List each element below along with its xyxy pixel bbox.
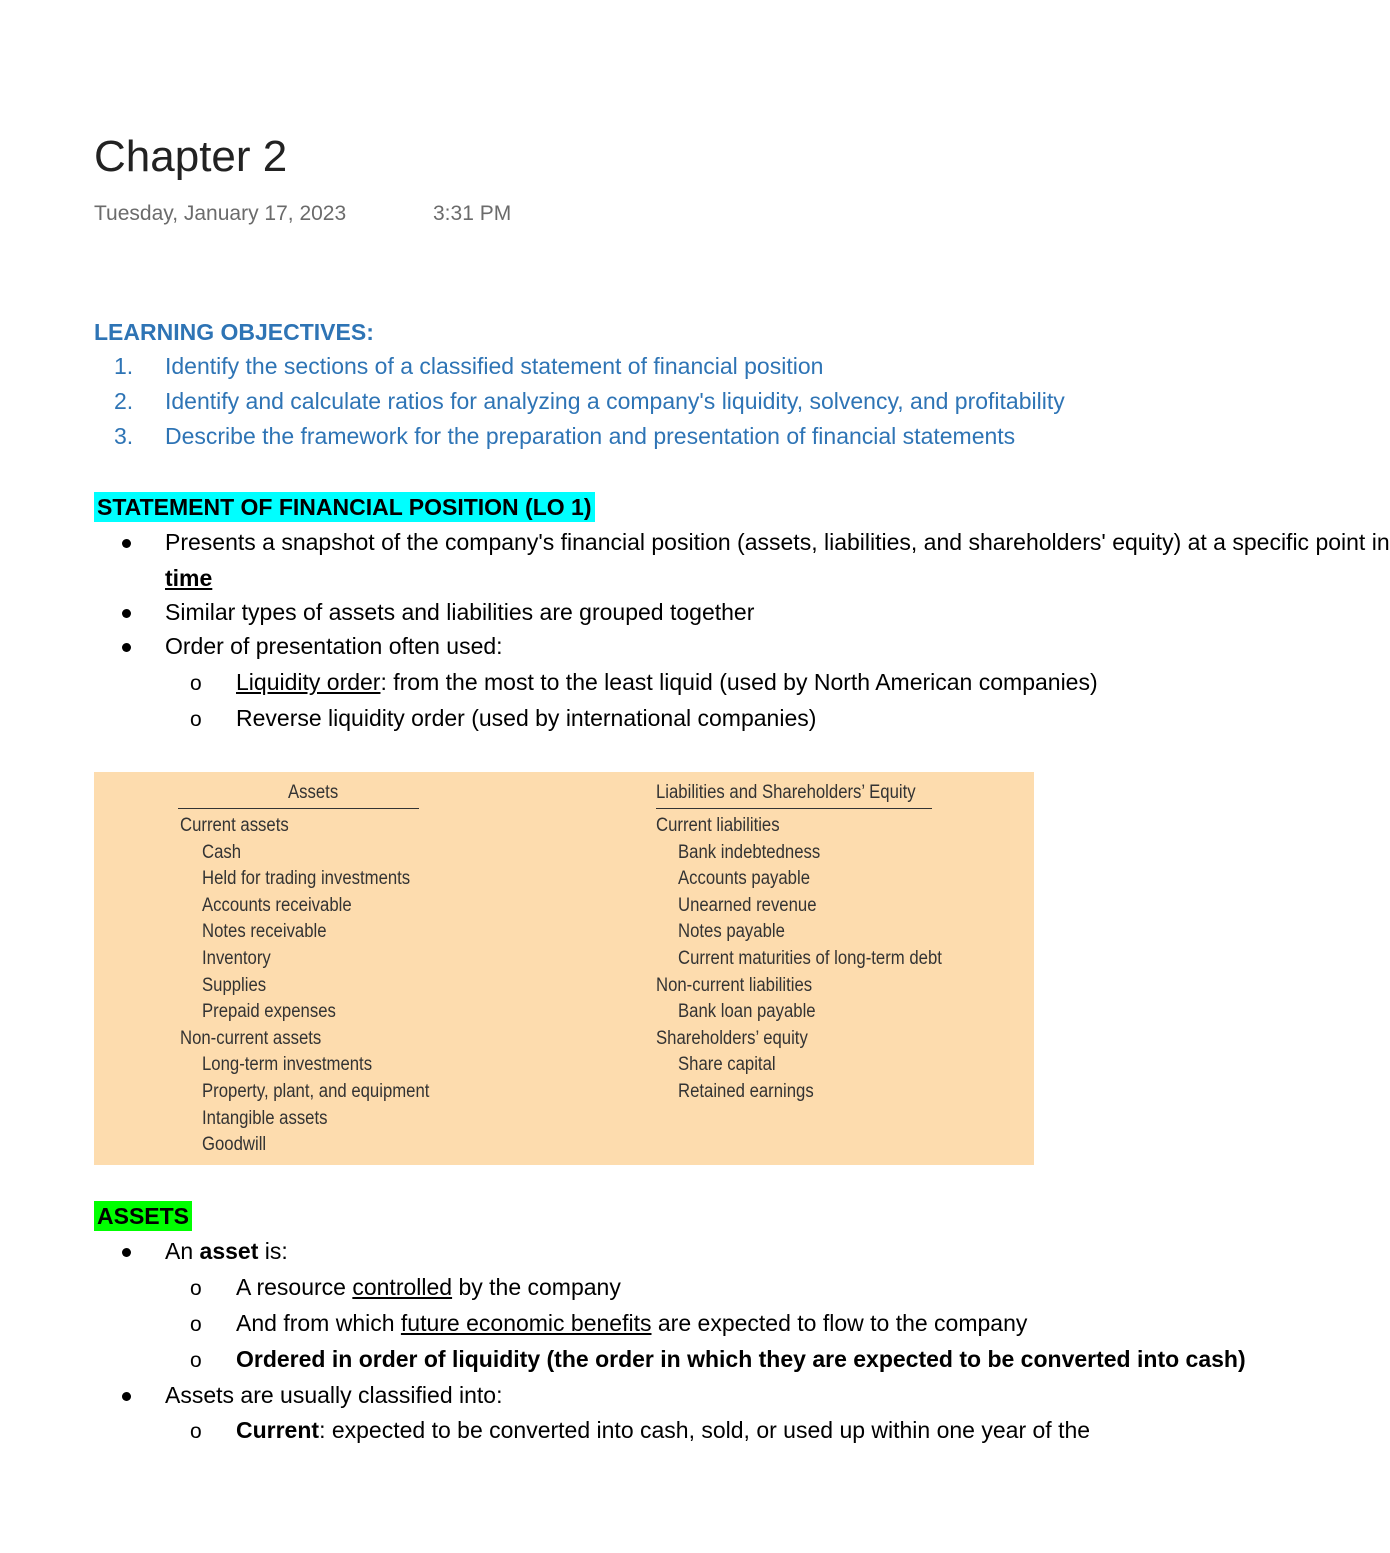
objective-number: 3. [114,423,134,449]
table-line-item: Prepaid expenses [202,1001,336,1023]
table-line-item: Unearned revenue [678,894,817,916]
asset-sub-current [236,1415,1090,1445]
liabilities-column [656,813,942,1106]
table-line-item: Goodwill [202,1134,267,1156]
sfp-heading [94,492,595,522]
table-line-item: Cash [202,841,242,863]
bullet-icon [122,643,131,652]
asset-sub-3: Ordered in order of liquidity (the order in which they are expected to be converted into cash) [236,1346,1246,1372]
text-run: is: [258,1238,288,1264]
circle-bullet-icon: o [190,708,202,731]
asset-classification-bullet: Assets are usually classified into: [165,1382,503,1408]
clipped-line-region [0,1414,1200,1443]
table-section-label: Current liabilities [656,815,780,836]
asset-sub-2 [236,1308,1027,1338]
page-title[interactable]: Chapter 2 [94,132,288,181]
sfp-bullet-1-continued: time [165,565,213,591]
assets-heading-highlight: ASSETS [94,1201,192,1231]
text-run: are expected to flow to the company [651,1310,1028,1336]
objective-text: Identify and calculate ratios for analyzing a company's liquidity, solvency, and profitability [165,388,1065,414]
asset-term: asset [199,1238,259,1264]
circle-bullet-icon: o [190,1277,202,1300]
table-section-label: Shareholders’ equity [656,1027,808,1049]
table-line-item: Accounts receivable [202,894,352,916]
table-line-item: Inventory [202,947,271,969]
circle-bullet-icon: o [190,1420,202,1443]
asset-definition-bullet [165,1236,288,1266]
objective-text: Describe the framework for the preparation and presentation of financial statements [165,423,1016,449]
page-time: 3:31 PM [433,202,512,225]
current-term: Current [236,1417,320,1443]
bullet-icon [122,539,131,548]
liabilities-column-header: Liabilities and Shareholders’ Equity [656,782,916,803]
table-line-item: Held for trading investments [202,868,411,890]
table-line-item: Bank loan payable [678,1001,816,1023]
table-line-item: Current maturities of long-term debt [678,947,942,969]
sfp-bullet-2: Similar types of assets and liabilities are grouped together [165,599,755,625]
header-rule [178,808,419,809]
objective-number: 1. [114,353,134,379]
text-run: And from which [236,1310,401,1336]
table-section-label: Non-current assets [180,1027,322,1049]
sfp-bullet-3: Order of presentation often used: [165,633,503,659]
table-section-label: Current assets [180,815,289,836]
bullet-icon [122,1248,131,1257]
header-rule [656,808,932,809]
objective-number: 2. [114,388,134,414]
underlined-term: controlled [352,1274,453,1300]
table-line-item: Retained earnings [678,1080,814,1102]
table-line-item: Accounts payable [678,868,810,890]
table-line-item: Notes receivable [202,921,327,943]
table-line-item: Share capital [678,1054,776,1076]
sfp-sub-2: Reverse liquidity order (used by international companies) [236,705,817,731]
page-date: Tuesday, January 17, 2023 [94,202,347,225]
liquidity-order-term: Liquidity order [236,669,381,695]
table-line-item: Supplies [202,974,267,996]
objective-text: Identify the sections of a classified statement of financial position [165,353,824,379]
assets-column-header: Assets [288,782,339,803]
table-line-item: Notes payable [678,921,785,943]
text-run: A resource [236,1274,353,1300]
asset-sub-1 [236,1272,621,1302]
bullet-icon [122,609,131,618]
text-run: by the company [452,1274,621,1300]
table-line-item: Long-term investments [202,1054,373,1076]
assets-column [180,813,429,1159]
sfp-sub-1 [236,667,1098,697]
table-section-label: Non-current liabilities [656,974,813,996]
circle-bullet-icon: o [190,1313,202,1336]
assets-heading [94,1201,192,1231]
bullet-icon [122,1392,131,1401]
sfp-bullet-1: Presents a snapshot of the company's financial position (assets, liabilities, and shareholders' equity) at a specific point in [165,529,1390,555]
liquidity-order-desc: : from the most to the least liquid (used by North American companies) [380,669,1098,695]
circle-bullet-icon: o [190,672,202,695]
objectives-heading: LEARNING OBJECTIVES: [94,319,374,345]
text-run: An [165,1238,200,1264]
circle-bullet-icon: o [190,1349,202,1372]
text-run: : expected to be converted into cash, sold, or used up within one year of the [319,1417,1091,1443]
table-line-item: Property, plant, and equipment [202,1080,430,1102]
underlined-term: future economic benefits [400,1310,652,1336]
table-line-item: Intangible assets [202,1107,328,1129]
sfp-heading-highlight: STATEMENT OF FINANCIAL POSITION (LO 1) [94,492,595,522]
table-line-item: Bank indebtedness [678,841,821,863]
